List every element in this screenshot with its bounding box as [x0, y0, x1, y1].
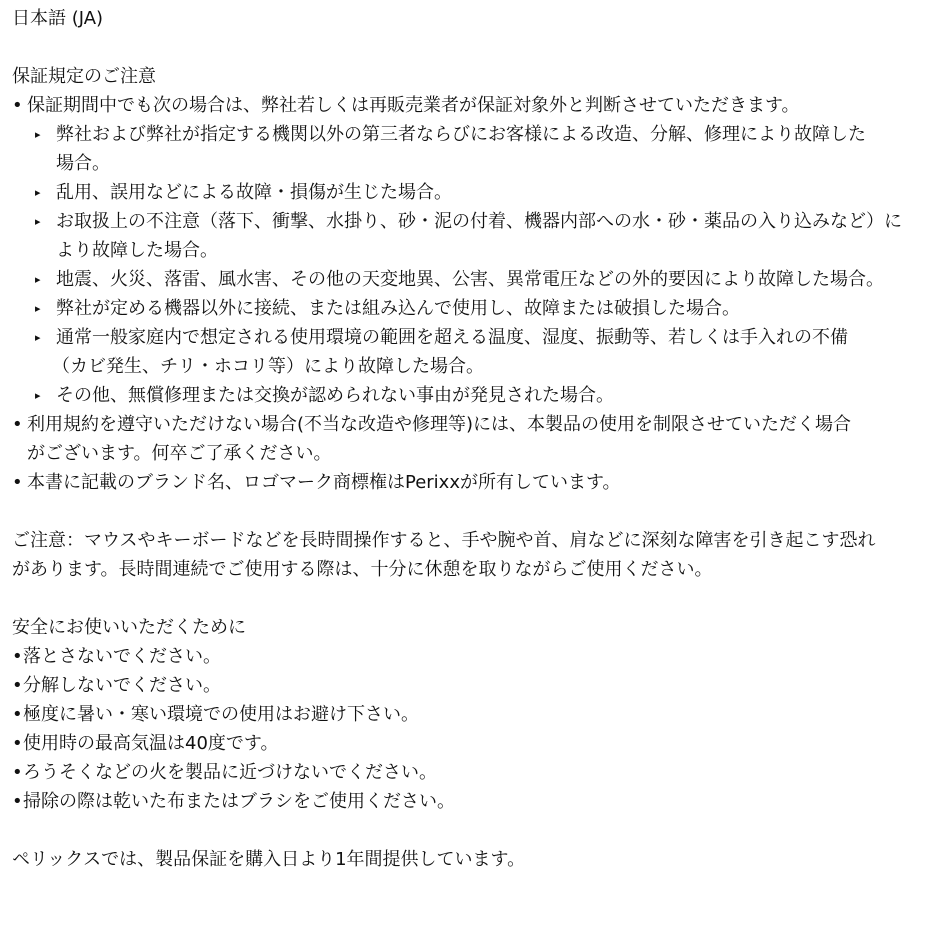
warranty-item-text: 通常一般家庭内で想定される使用環境の範囲を超える温度、湿度、振動等、若しくは手入れの不備	[56, 327, 848, 348]
safety-item	[12, 729, 938, 758]
warranty-item-text: 弊社が定める機器以外に接続、または組み込んで使用し、故障または破損した場合。	[56, 298, 740, 319]
bullet-icon: •	[12, 704, 23, 725]
warranty-item-text: 弊社および弊社が指定する機関以外の第三者ならびにお客様による改造、分解、修理により故障した	[56, 124, 866, 145]
warranty-item-text: お取扱上の不注意（落下、衝撃、水掛り、砂・泥の付着、機器内部への水・砂・薬品の入り込みなど）に	[56, 211, 902, 232]
warranty-item-text: 地震、火災、落雷、風水害、その他の天変地異、公害、異常電圧などの外的要因により故障した場合。	[56, 269, 884, 290]
warranty-intro-text: 保証期間中でも次の場合は、弊社若しくは再販売業者が保証対象外と判断させていただきます。	[27, 95, 800, 116]
terms-note-text: がございます。何卒ご了承ください。	[27, 443, 332, 464]
warranty-item-text: 場合。	[56, 153, 110, 174]
spacer	[12, 33, 938, 62]
bullet-icon: •	[12, 675, 23, 696]
warranty-item-text: 乱用、誤用などによる故障・損傷が生じた場合。	[56, 182, 452, 203]
bullet-icon: •	[12, 472, 23, 493]
safety-item-text: 分解しないでください。	[23, 675, 221, 696]
safety-item-text: 落とさないでください。	[23, 646, 221, 667]
warranty-item-4	[12, 265, 938, 294]
safety-item-text: 掃除の際は乾いた布またはブラシをご使用ください。	[23, 791, 455, 812]
warranty-item-1	[12, 120, 938, 149]
spacer	[12, 584, 938, 613]
warranty-item-text: その他、無償修理または交換が認められない事由が発見された場合。	[56, 385, 614, 406]
safety-item	[12, 700, 938, 729]
caution-line-1: ご注意：マウスやキーボードなどを長時間操作すると、手や腕や首、肩などに深刻な障害を引き起こす恐れ	[12, 530, 876, 551]
bullet-icon: •	[12, 95, 23, 116]
warranty-item-5	[12, 294, 938, 323]
safety-item-text: 極度に暑い・寒い環境での使用はお避け下さい。	[23, 704, 419, 725]
safety-item	[12, 787, 938, 816]
triangle-bullet-icon: ▸	[35, 389, 41, 402]
terms-note-text: 利用規約を遵守いただけない場合(不当な改造や修理等)には、本製品の使用を制限させていただく場合	[27, 414, 852, 435]
triangle-bullet-icon: ▸	[35, 302, 41, 315]
triangle-bullet-icon: ▸	[35, 128, 41, 141]
warranty-item-text: （カビ発生、チリ・ホコリ等）により故障した場合。	[52, 356, 484, 377]
safety-title: 安全にお使いいただくために	[12, 617, 246, 638]
safety-item	[12, 642, 938, 671]
bullet-icon: •	[12, 414, 23, 435]
spacer	[12, 816, 938, 845]
bullet-icon: •	[12, 762, 23, 783]
triangle-bullet-icon: ▸	[35, 186, 41, 199]
safety-item	[12, 671, 938, 700]
terms-note	[12, 410, 938, 439]
bullet-icon: •	[12, 646, 23, 667]
warranty-title: 保証規定のご注意	[12, 66, 156, 87]
triangle-bullet-icon: ▸	[35, 331, 41, 344]
caution-line-2: があります。長時間連続でご使用する際は、十分に休憩を取りながらご使用ください。	[12, 559, 713, 580]
triangle-bullet-icon: ▸	[35, 273, 41, 286]
warranty-item-text: より故障した場合。	[56, 240, 218, 261]
language-label: 日本語 (JA)	[12, 8, 104, 29]
warranty-item-3-cont	[12, 236, 938, 265]
bullet-icon: •	[12, 791, 23, 812]
warranty-item-6-cont	[12, 352, 938, 381]
closing-statement: ペリックスでは、製品保証を購入日より1年間提供しています。	[12, 849, 526, 870]
warranty-item-1-cont	[12, 149, 938, 178]
safety-item	[12, 758, 938, 787]
triangle-bullet-icon: ▸	[35, 215, 41, 228]
safety-item-text: 使用時の最高気温は40度です。	[23, 733, 279, 754]
bullet-icon: •	[12, 733, 23, 754]
spacer	[12, 497, 938, 526]
warranty-item-7	[12, 381, 938, 410]
warranty-intro	[12, 91, 938, 120]
warranty-item-2	[12, 178, 938, 207]
trademark-note	[12, 468, 938, 497]
warranty-item-6	[12, 323, 938, 352]
terms-note-cont	[12, 439, 938, 468]
warranty-item-3	[12, 207, 938, 236]
trademark-note-text: 本書に記載のブランド名、ロゴマーク商標権はPerixxが所有しています。	[27, 472, 621, 493]
safety-item-text: ろうそくなどの火を製品に近づけないでください。	[23, 762, 437, 783]
